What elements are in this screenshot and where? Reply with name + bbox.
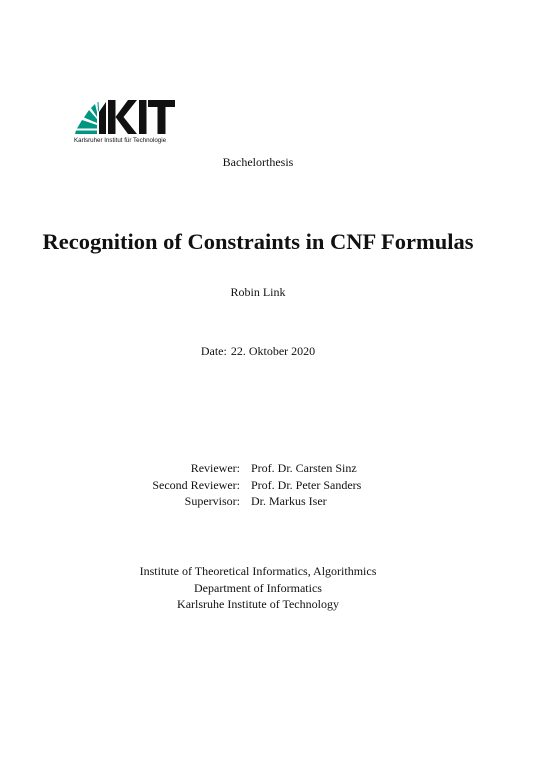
institution-block <box>0 563 516 613</box>
reviewer-role: Reviewer: <box>190 461 240 475</box>
reviewer-row <box>0 460 544 477</box>
institution-line: Department of Informatics <box>194 580 322 595</box>
thesis-title: Recognition of Constraints in CNF Formulas <box>42 229 474 254</box>
author-name: Robin Link <box>230 285 286 299</box>
reviewer-list <box>0 460 544 510</box>
reviewer-name: Prof. Dr. Carsten Sinz <box>251 461 357 475</box>
thesis-type: Bachelorthesis <box>222 155 294 169</box>
kit-logo-subtitle: Karlsruher Institut für Technologie <box>74 137 167 144</box>
date-value: 22. Oktober 2020 <box>230 344 316 358</box>
reviewer-row <box>0 477 544 494</box>
institution-line: Karlsruhe Institute of Technology <box>177 597 339 611</box>
kit-logo-mark <box>73 98 175 136</box>
date-label: Date: <box>200 344 227 358</box>
institution-line: Institute of Theoretical Informatics, Algorithmics <box>139 564 377 578</box>
reviewer-name: Dr. Markus Iser <box>251 494 327 508</box>
reviewer-row <box>0 493 544 510</box>
submission-date <box>0 344 516 359</box>
reviewer-role: Second Reviewer: <box>152 477 240 492</box>
reviewer-name: Prof. Dr. Peter Sanders <box>251 477 362 492</box>
reviewer-role: Supervisor: <box>184 494 240 508</box>
